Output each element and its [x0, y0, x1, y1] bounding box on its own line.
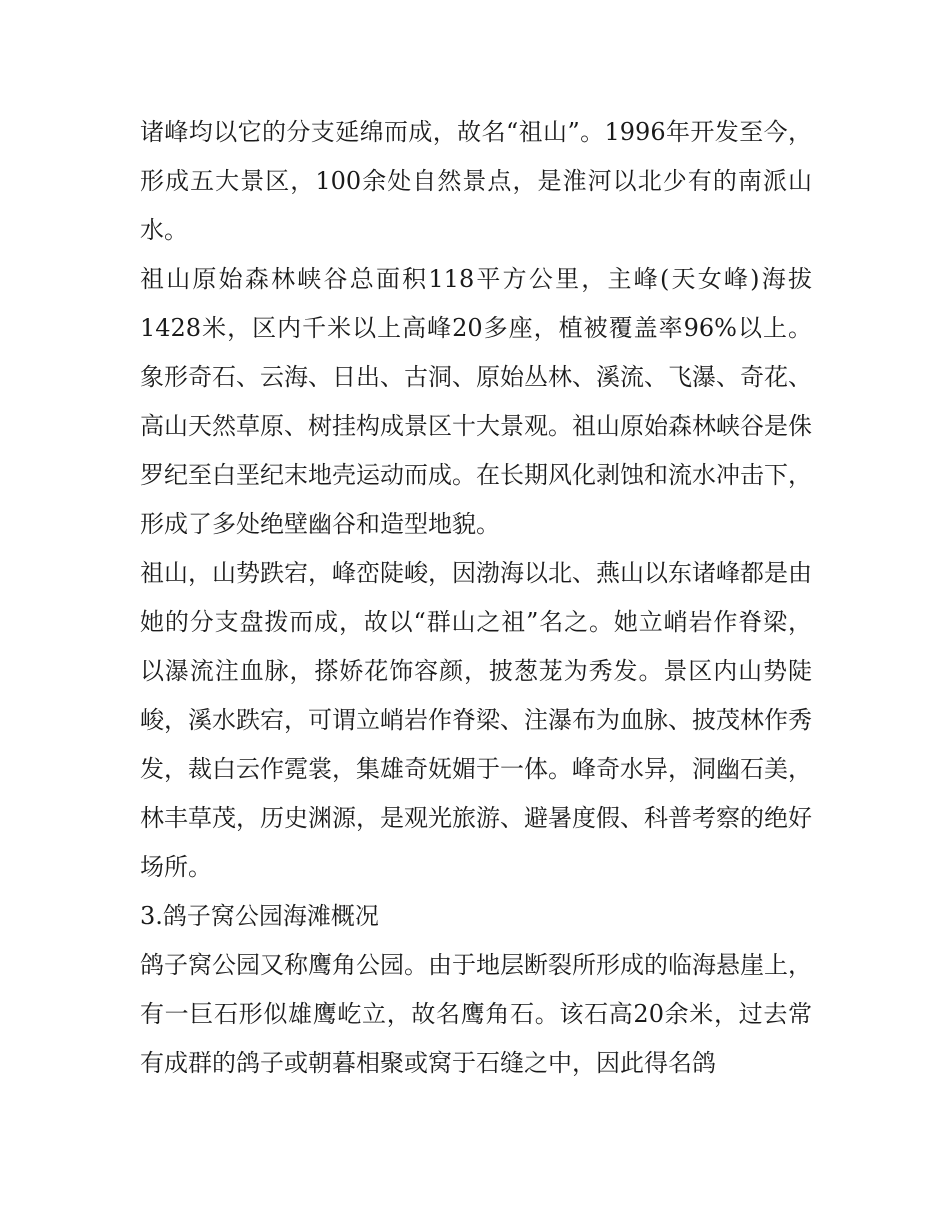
paragraph-zushan-forest: 祖山原始森林峡谷总面积118平方公里，主峰(天女峰)海拔1428米，区内千米以上高峰20多座，植被覆盖率96%以上。象形奇石、云海、日出、古洞、原始丛林、溪流、飞瀑、奇花、高山天然草原、树挂构成景区十大景观。祖山原始森林峡谷是侏罗纪至白垩纪末地壳运动而成。在长期风化剥蚀和流水冲击下，形成了多处绝壁幽谷和造型地貌。 [140, 265, 812, 538]
paragraph-zushan-terrain: 祖山，山势跌宕，峰峦陡峻，因渤海以北、燕山以东诸峰都是由她的分支盘拨而成，故以“群山之祖”名之。她立峭岩作脊梁，以瀑流注血脉，搽娇花饰容颜，披葱茏为秀发。景区内山势陡峻，溪水跌宕，可谓立峭岩作脊梁、注瀑布为血脉、披茂林作秀发，裁白云作霓裳，集雄奇妩媚于一体。峰奇水异，洞幽石美，林丰草茂，历史渊源，是观光旅游、避暑度假、科普考察的绝好场所。 [140, 559, 812, 881]
section-heading: 3.鸽子窝公园海滩概况 [140, 902, 379, 930]
paragraph-gezi-wo: 鸽子窝公园又称鹰角公园。由于地层断裂所形成的临海悬崖上，有一巨石形似雄鹰屹立，故名鹰角石。该石高20余米，过去常有成群的鸽子或朝暮相聚或窝于石缝之中，因此得名鸽 [140, 951, 812, 1077]
document-page [140, 108, 812, 1088]
paragraph-zushan-intro: 诸峰均以它的分支延绵而成，故名“祖山”。1996年开发至今，形成五大景区，100余处自然景点，是淮河以北少有的南派山水。 [140, 118, 812, 244]
